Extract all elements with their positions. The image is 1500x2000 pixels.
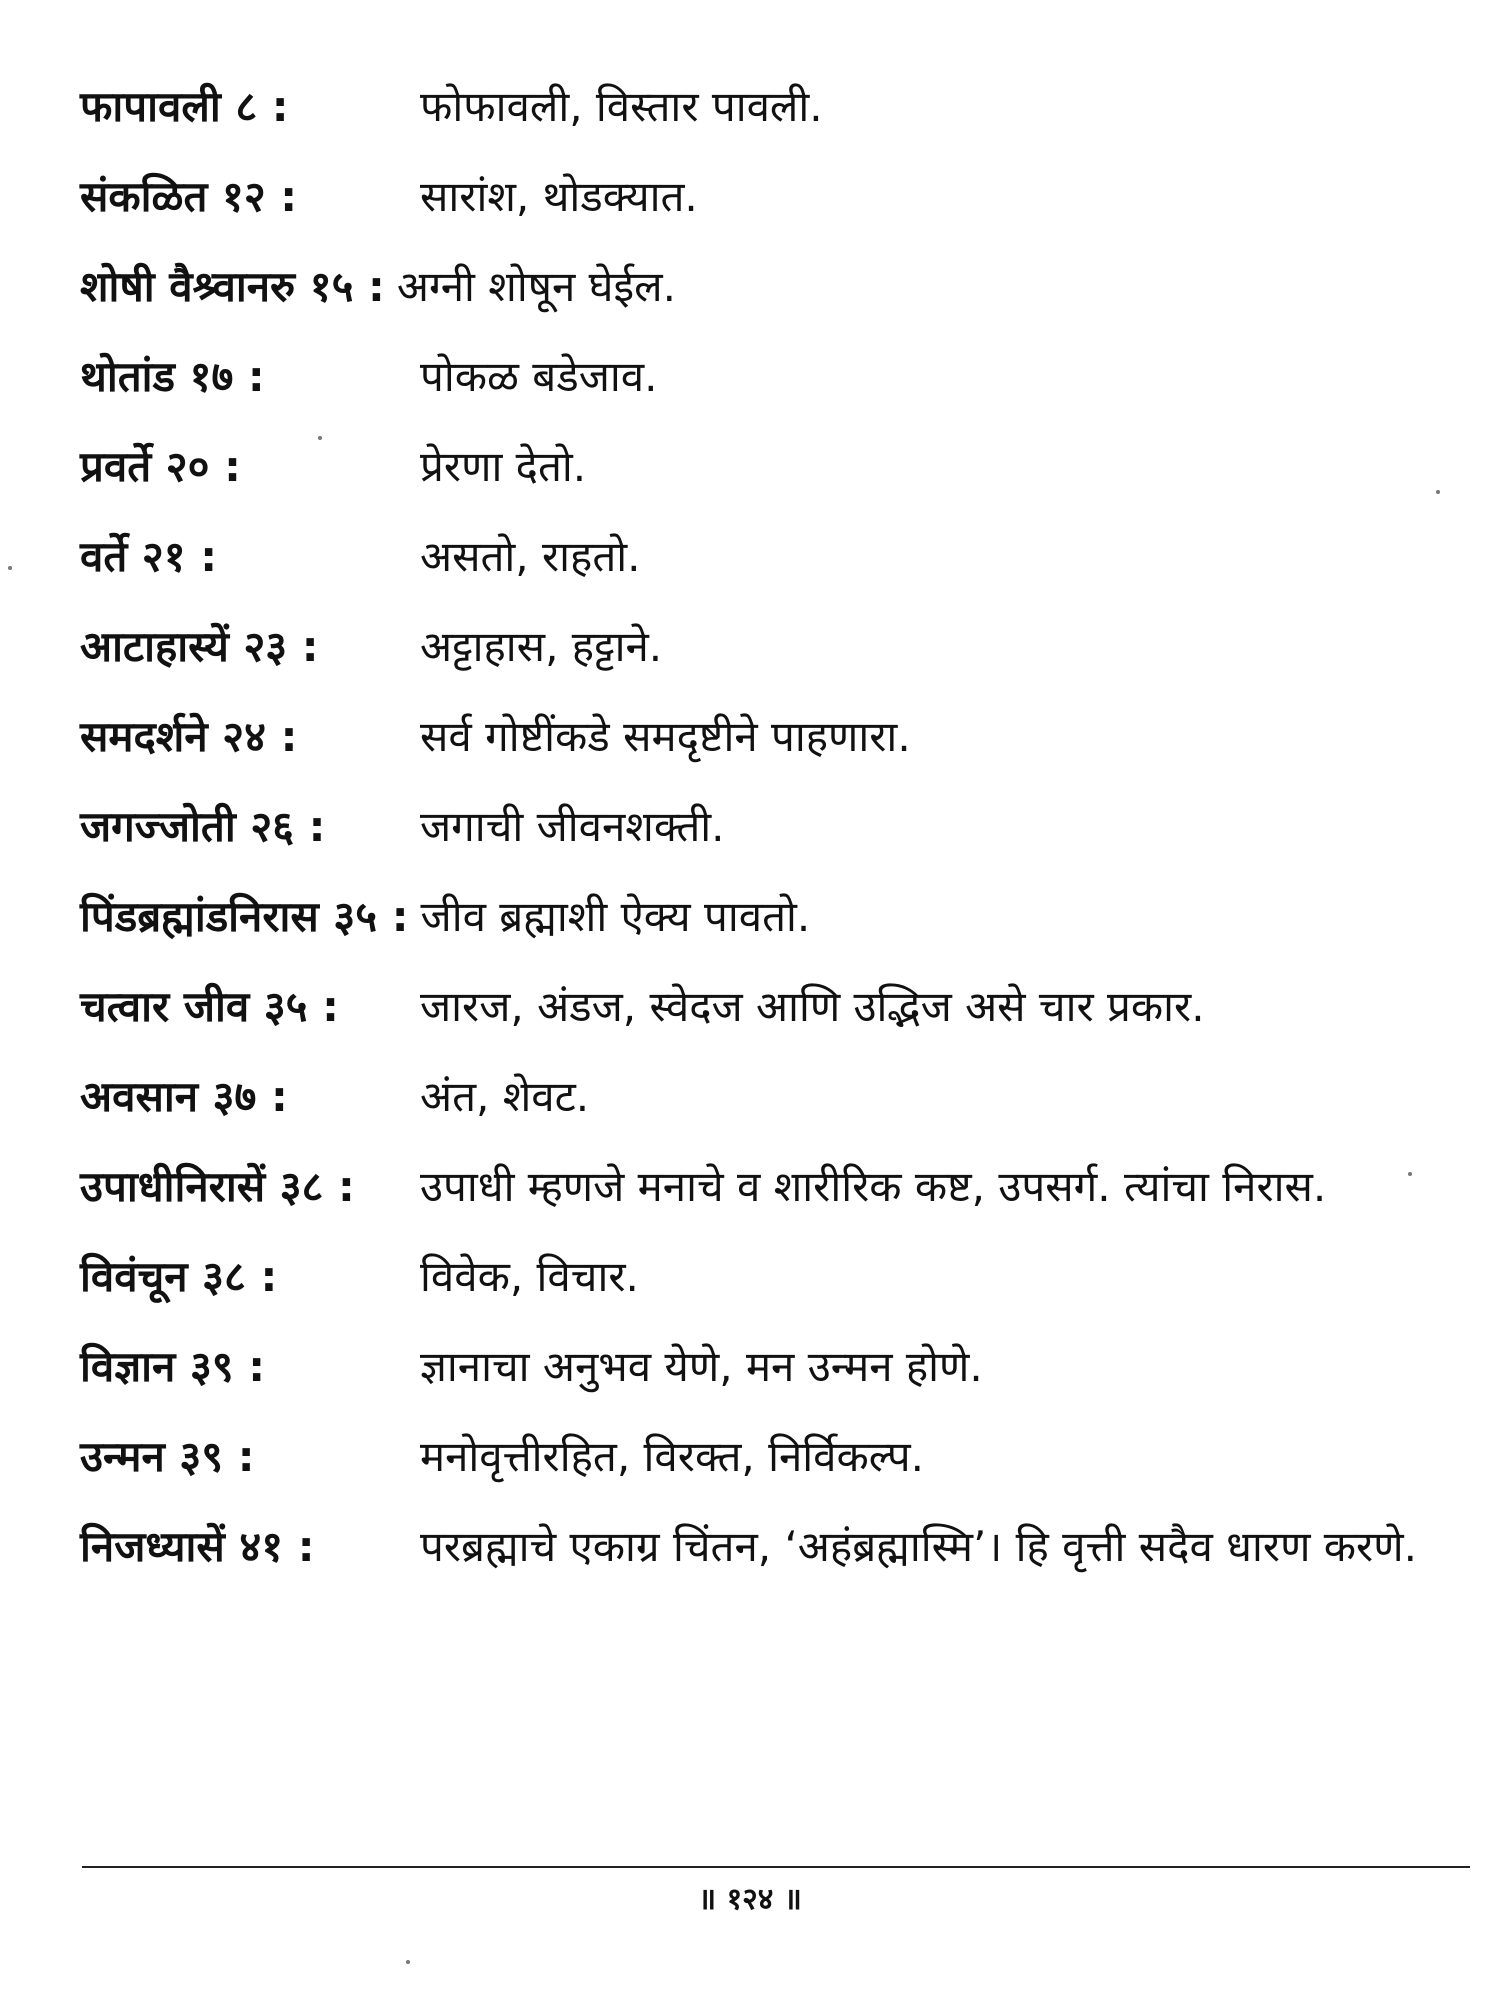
glossary-term: वर्ते २१ : bbox=[80, 532, 218, 581]
glossary-entry bbox=[80, 1142, 1480, 1232]
glossary-definition: अंत, शेवट. bbox=[420, 1072, 590, 1121]
glossary-term: पिंडब्रह्मांडनिरास ३५ : bbox=[80, 892, 409, 941]
glossary-definition: फोफावली, विस्तार पावली. bbox=[420, 82, 823, 131]
paper-speck bbox=[318, 436, 322, 440]
footer-divider bbox=[82, 1866, 1470, 1868]
glossary-term: प्रवर्ते २० : bbox=[80, 442, 241, 491]
paper-speck bbox=[406, 1960, 410, 1964]
glossary-entry bbox=[80, 62, 1480, 152]
paper-speck bbox=[8, 566, 12, 570]
glossary-definition: जीव ब्रह्माशी ऐक्य पावतो. bbox=[420, 892, 811, 941]
glossary-definition-text: परब्रह्माचे एकाग्र चिंतन, ‘अहंब्रह्मास्मि’। हि वृत्ती सदैव धारण करणे. bbox=[420, 1522, 1417, 1571]
glossary-entry bbox=[80, 1322, 1480, 1412]
glossary-entry bbox=[80, 692, 1480, 782]
glossary-definition: असतो, राहतो. bbox=[420, 532, 641, 581]
glossary-definition: मनोवृत्तीरहित, विरक्त, निर्विकल्प. bbox=[420, 1432, 925, 1481]
glossary-term: उपाधीनिरासें ३८ : bbox=[80, 1162, 355, 1211]
glossary-term: फापावली ८ : bbox=[80, 82, 289, 131]
glossary-term: थोतांड १७ : bbox=[80, 352, 265, 401]
glossary-entry bbox=[80, 152, 1480, 242]
glossary-definition-text: उपाधी म्हणजे मनाचे व शारीरिक कष्ट, उपसर्ग. त्यांचा निरास. bbox=[420, 1162, 1327, 1211]
glossary-entry bbox=[80, 1502, 1480, 1592]
glossary-entry bbox=[80, 512, 1480, 602]
glossary-definition: प्रेरणा देतो. bbox=[420, 442, 587, 491]
glossary-term: अवसान ३७ : bbox=[80, 1072, 288, 1121]
glossary-definition bbox=[420, 1142, 1480, 1232]
glossary-definition: अग्नी शोषून घेईल. bbox=[396, 262, 676, 311]
glossary-entry bbox=[80, 872, 1480, 962]
glossary-list bbox=[80, 62, 1480, 1592]
glossary-definition: पोकळ बडेजाव. bbox=[420, 352, 658, 401]
glossary-term: चत्वार जीव ३५ : bbox=[80, 982, 339, 1031]
glossary-term: जगज्जोती २६ : bbox=[80, 802, 326, 851]
glossary-definition-text: जारज, अंडज, स्वेदज आणि उद्भिज असे चार प्रकार. bbox=[420, 982, 1205, 1031]
page-number: ॥ १२४ ॥ bbox=[698, 1882, 802, 1917]
glossary-definition: जगाची जीवनशक्ती. bbox=[420, 802, 725, 851]
glossary-definition: अट्टाहास, हट्टाने. bbox=[420, 622, 663, 671]
glossary-definition: सारांश, थोडक्यात. bbox=[420, 172, 698, 221]
glossary-term: विज्ञान ३९ : bbox=[80, 1342, 266, 1391]
glossary-term: संकळित १२ : bbox=[80, 172, 298, 221]
glossary-definition: ज्ञानाचा अनुभव येणे, मन उन्मन होणे. bbox=[420, 1342, 983, 1391]
glossary-definition bbox=[420, 1502, 1480, 1592]
glossary-entry bbox=[80, 1052, 1480, 1142]
glossary-entry bbox=[80, 332, 1480, 422]
glossary-entry bbox=[80, 1232, 1480, 1322]
glossary-entry bbox=[80, 422, 1480, 512]
glossary-definition bbox=[420, 962, 1480, 1052]
glossary-entry bbox=[80, 1412, 1480, 1502]
glossary-definition: विवेक, विचार. bbox=[420, 1252, 639, 1301]
glossary-term: आटाहास्यें २३ : bbox=[80, 622, 319, 671]
glossary-definition: सर्व गोष्टींकडे समदृष्टीने पाहणारा. bbox=[420, 712, 911, 761]
glossary-term: उन्मन ३९ : bbox=[80, 1432, 255, 1481]
glossary-term: समदर्शने २४ : bbox=[80, 712, 298, 761]
glossary-entry bbox=[80, 782, 1480, 872]
glossary-entry bbox=[80, 602, 1480, 692]
glossary-entry bbox=[80, 242, 1480, 332]
glossary-entry bbox=[80, 962, 1480, 1052]
glossary-term: विवंचून ३८ : bbox=[80, 1252, 278, 1301]
paper-speck bbox=[1436, 490, 1440, 494]
glossary-term: शोषी वैश्र्वानरु १५ : bbox=[80, 262, 385, 311]
paper-speck bbox=[1408, 1172, 1412, 1176]
glossary-term: निजध्यासें ४१ : bbox=[80, 1522, 315, 1571]
